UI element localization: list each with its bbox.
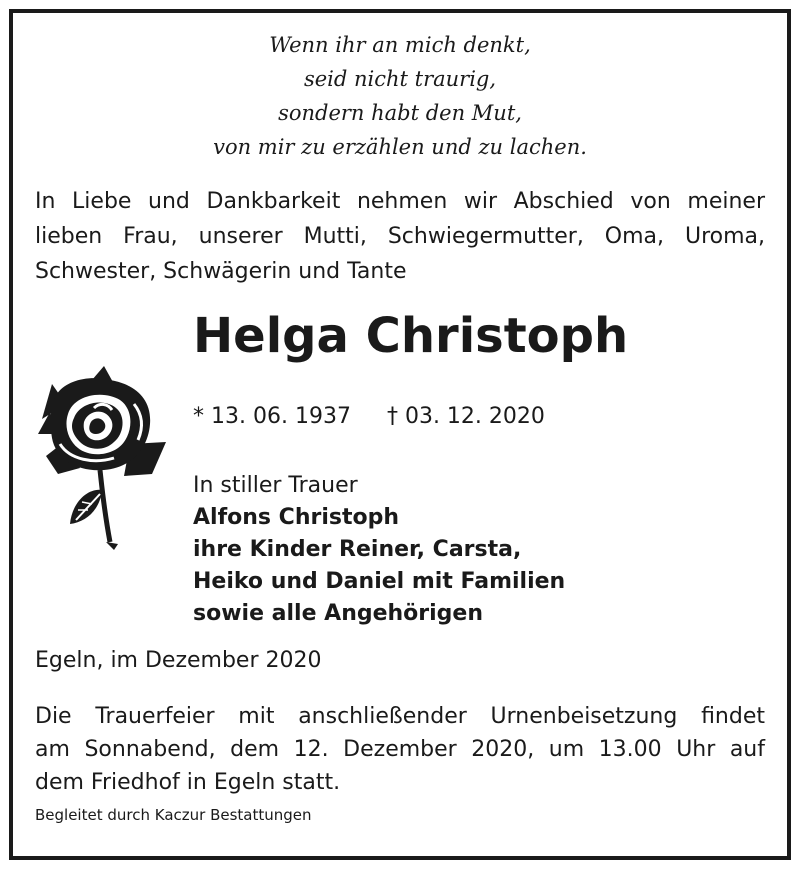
memorial-verse xyxy=(0,28,800,164)
mourners-block xyxy=(193,470,565,630)
mourner-line: Heiko und Daniel mit Familien xyxy=(193,569,566,594)
rose-icon xyxy=(34,364,179,554)
place-date: Egeln, im Dezember 2020 xyxy=(35,648,322,673)
mourner-line: ihre Kinder Reiner, Carsta, xyxy=(193,537,522,562)
verse-line: sondern habt den Mut, xyxy=(278,101,522,125)
mourner-line: Alfons Christoph xyxy=(193,505,400,530)
birth-date: * 13. 06. 1937 xyxy=(193,404,351,429)
undertaker-credit: Begleitet durch Kaczur Bestattungen xyxy=(35,806,312,824)
ceremony-line: Die Trauerfeier mit anschließender Urnenbeisetzung findet xyxy=(35,704,765,729)
verse-line: seid nicht traurig, xyxy=(303,67,497,91)
ceremony-line: dem Friedhof in Egeln statt. xyxy=(35,770,341,795)
verse-line: Wenn ihr an mich denkt, xyxy=(269,33,531,57)
life-dates xyxy=(193,404,545,429)
farewell-line: Schwester, Schwägerin und Tante xyxy=(35,259,407,284)
farewell-text xyxy=(35,184,765,289)
ceremony-text xyxy=(35,700,765,799)
farewell-line: In Liebe und Dankbarkeit nehmen wir Abschied von meiner xyxy=(35,189,765,214)
mourner-line: sowie alle Angehörigen xyxy=(193,601,484,626)
deceased-name: Helga Christoph xyxy=(193,308,629,364)
ceremony-line: am Sonnabend, dem 12. Dezember 2020, um 13.00 Uhr auf xyxy=(35,737,765,762)
verse-line: von mir zu erzählen und zu lachen. xyxy=(213,135,587,159)
farewell-line: lieben Frau, unserer Mutti, Schwiegermutter, Oma, Uroma, xyxy=(35,224,765,249)
mourning-heading: In stiller Trauer xyxy=(193,473,358,498)
death-date: † 03. 12. 2020 xyxy=(386,404,545,429)
